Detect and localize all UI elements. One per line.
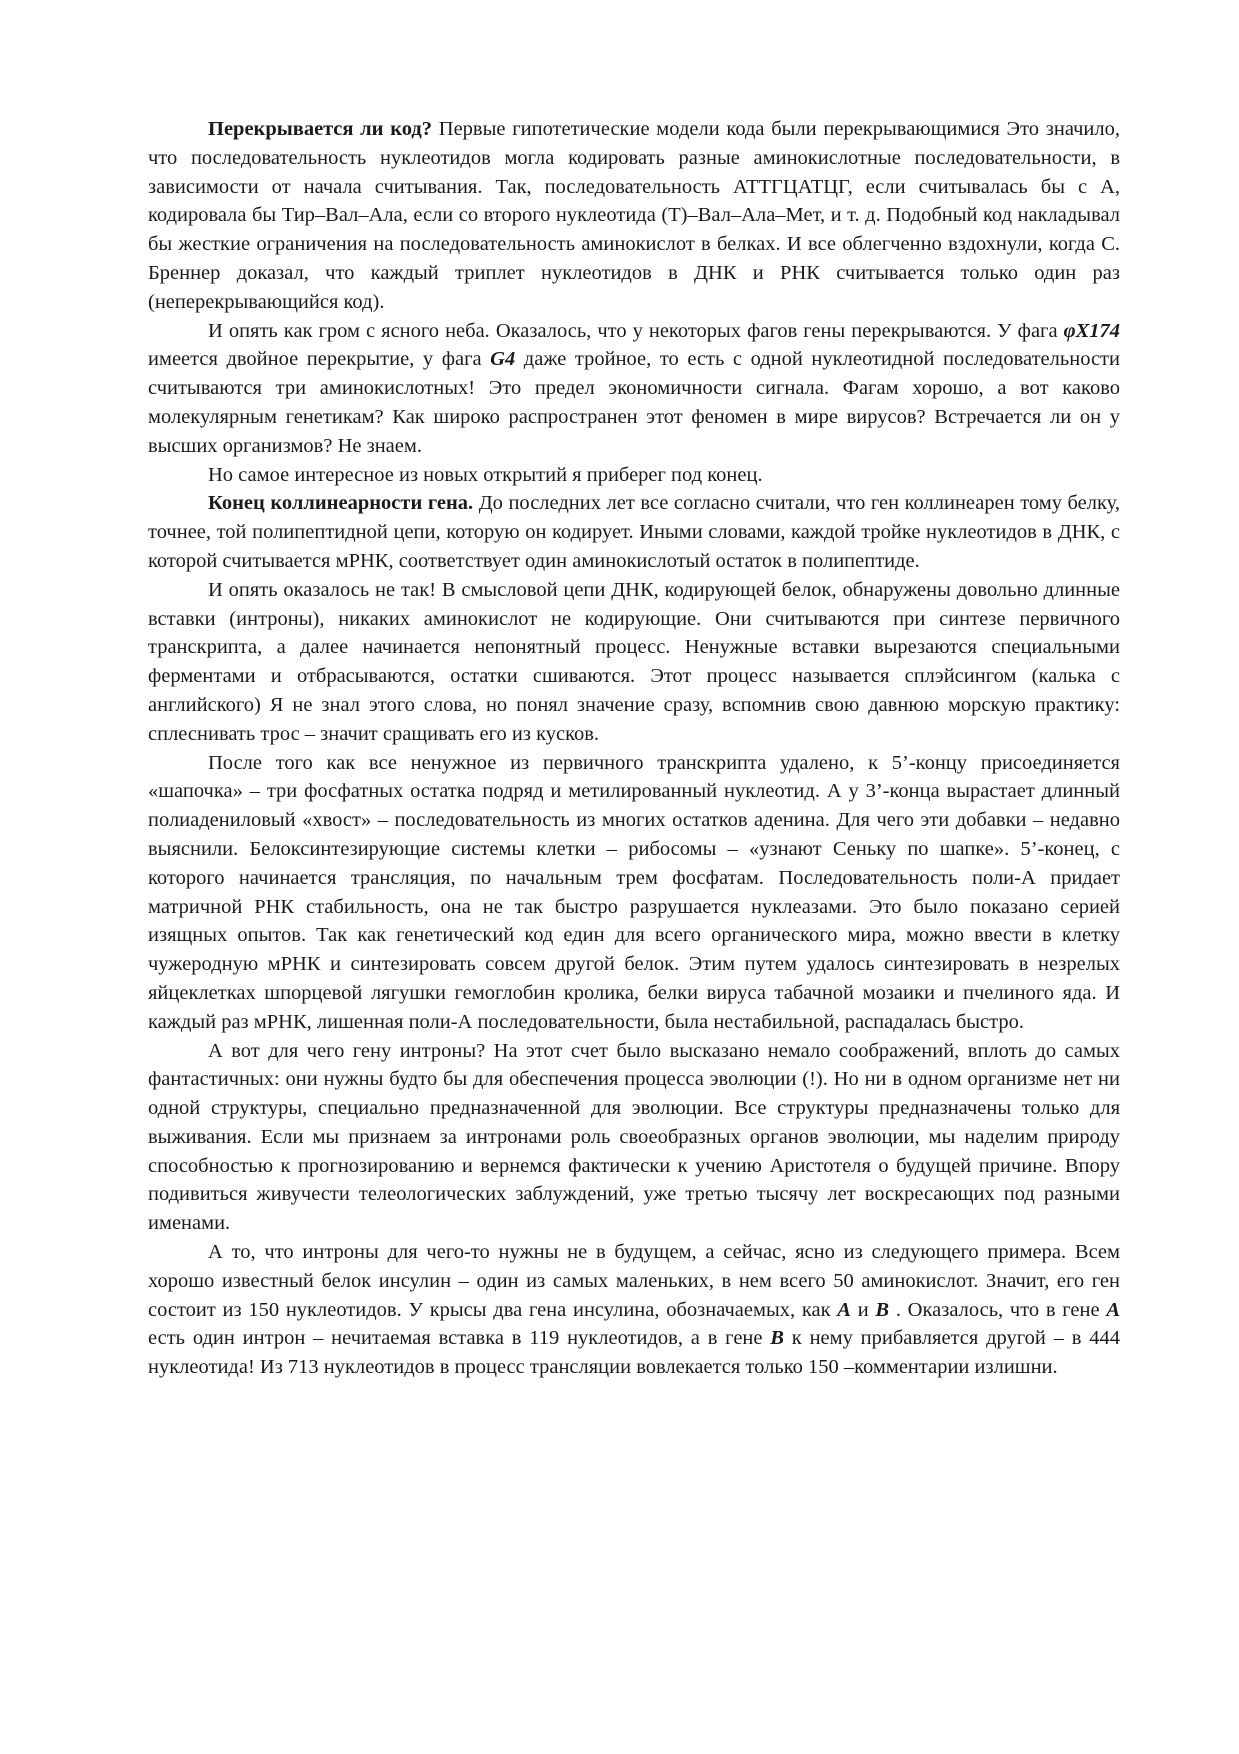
heading-end-of-collinearity: Конец коллинеарности гена. <box>208 492 474 515</box>
paragraph-introns-splicing <box>148 576 1120 749</box>
gene-name-a: A <box>837 1298 851 1321</box>
paragraph-overlapping-code <box>148 115 1120 317</box>
paragraph-text: И опять как гром с ясного неба. Оказалось, что у некоторых фагов гены перекрываются. У фага <box>208 319 1064 342</box>
paragraph-text: А то, что интроны для чего-то нужны не в будущем, а сейчас, ясно из следующего примера. Всем хорошо известный белок инсулин – один из самых маленьких, в нем всего 50 аминокислот. Значит, его ген состоит из 150 нуклеотидов. У крысы два гена инсулина, обозначаемых, как <box>148 1241 1120 1321</box>
paragraph-text: к нему прибавляется другой – в 444 нуклеотида! Из 713 нуклеотидов в процесс трансляции вовлекается только 150 –комментарии излишни. <box>148 1327 1120 1379</box>
paragraph-text: имеется двойное перекрытие, у фага <box>148 348 491 371</box>
paragraph-text: даже тройное, то есть с одной нуклеотидной последовательности считываются три аминокислотных! Это предел экономичности сигнала. Фагам хорошо, а вот каково молекулярным генетикам? Как широко распространен этот феномен в мире вирусов? Встречается ли он у высших организмов? Не знаем. <box>148 348 1120 457</box>
gene-name-a: A <box>1106 1298 1120 1321</box>
paragraph-cap-and-tail <box>148 749 1120 1037</box>
phage-name-g4: G4 <box>490 348 516 371</box>
paragraph-text: есть один интрон – нечитаемая вставка в 119 нуклеотидов, а в гене <box>148 1327 771 1350</box>
gene-name-b: B <box>875 1298 890 1321</box>
heading-overlapping-code: Перекрываетcя ли код? <box>208 118 433 140</box>
gene-name-b: B <box>770 1327 784 1350</box>
paragraph-text: После того как все ненужное из первичного транскрипта удалено, к 5’-концу присоединяется «шапочка» – три фосфатных остатка подряд и метилированный нуклеотид. А у 3’-конца вырастает длинный полиадениловый «хвост» – последовательность из многих остатков аденина. Для чего эти добавки – недавно выяснили. Белоксинтезирующие системы клетки – рибосомы – «узнают Сеньку по шапке». 5’-конец, с которого начинается трансляция, по начальным трем фосфатам. Последовательность поли-А придает матричной РНК стабильность, она не так быстро разрушается нуклеазами. Это было показано серией изящных опытов. Так как генетический код един для всего органического мира, можно ввести в клетку чужеродную мРНК и синтезировать совсем другой белок. Этим путем удалось синтезировать в незрелых яйцеклетках шпорцевой лягушки гемоглобин кролика, белки вируса табачной мозаики и пчелиного яда. И каждый раз мРНК, лишенная поли-А последовательности, была нестабильной, распадалась быстро. <box>148 751 1120 1033</box>
paragraph-insulin-example <box>148 1238 1120 1382</box>
document-page <box>148 115 1120 1382</box>
paragraph-text: и <box>850 1298 876 1321</box>
paragraph-why-introns <box>148 1037 1120 1239</box>
paragraph-text: . Оказалось, что в гене <box>889 1298 1107 1321</box>
paragraph-end-of-collinearity <box>148 489 1120 575</box>
paragraph-phage-overlap <box>148 317 1120 461</box>
paragraph-saved-for-end <box>148 461 1120 490</box>
paragraph-text: И опять оказалось не так! В смысловой цепи ДНК, кодирующей белок, обнаружены довольно длинные вставки (интроны), никаких аминокислот не кодирующие. Они считываются при синтезе первичного транскрипта, а далее начинается непонятный процесс. Ненужные вставки вырезаются специальными ферментами и отбрасываются, остатки сшиваются. Этот процесс называется сплэйсингом (калька с английского) Я не знал этого слова, но понял значение сразу, вспомнив свою давнюю морскую практику: сплеснивать трос – значит сращивать его из кусков. <box>148 578 1120 745</box>
paragraph-text: До последних лет все согласно считали, что ген коллинеарен тому белку, точнее, той полипептидной цепи, которую он кодирует. Иными словами, каждой тройке нуклеотидов в ДНК, с которой считывается мРНК, соответствует один аминокислотый остаток в полипептиде. <box>148 492 1121 572</box>
paragraph-text: Но самое интересное из новых открытий я приберег под конец. <box>208 463 763 486</box>
paragraph-text: Первые гипотетические модели кода были перекрывающимися Это значило, что последовательность нуклеотидов могла кодировать разные аминокислотные последовательности, в зависимости от начала считывания. Так, последовательность АТТГЦАТЦГ, если считывалась бы с А, кодировала бы Тир–Вал–Ала, если со второго нуклеотида (Т)–Вал–Ала–Мет, и т. д. Подобный код накладывал бы жесткие ограничения на последовательность аминокислот в белках. И все облегченно вздохнули, когда С. Бреннер доказал, что каждый триплет нуклеотидов в ДНК и РНК считывается только один раз (неперекрывающийся код). <box>148 118 1120 313</box>
paragraph-text: А вот для чего гену интроны? На этот счет было высказано немало соображений, вплоть до самых фантастичных: они нужны будто бы для обеспечения процесса эволюции (!). Но ни в одном организме нет ни одной структуры, специально предназначенной для эволюции. Все структуры предназначены только для выживания. Если мы признаем за интронами роль своеобразных органов эволюции, мы наделим природу способностью к прогнозированию и вернемся фактически к учению Аристотеля о будущей причине. Впору подивиться живучести телеологических заблуждений, уже третью тысячу лет воскресающих под разными именами. <box>148 1039 1120 1235</box>
phage-name-phix174: φX174 <box>1063 319 1120 342</box>
